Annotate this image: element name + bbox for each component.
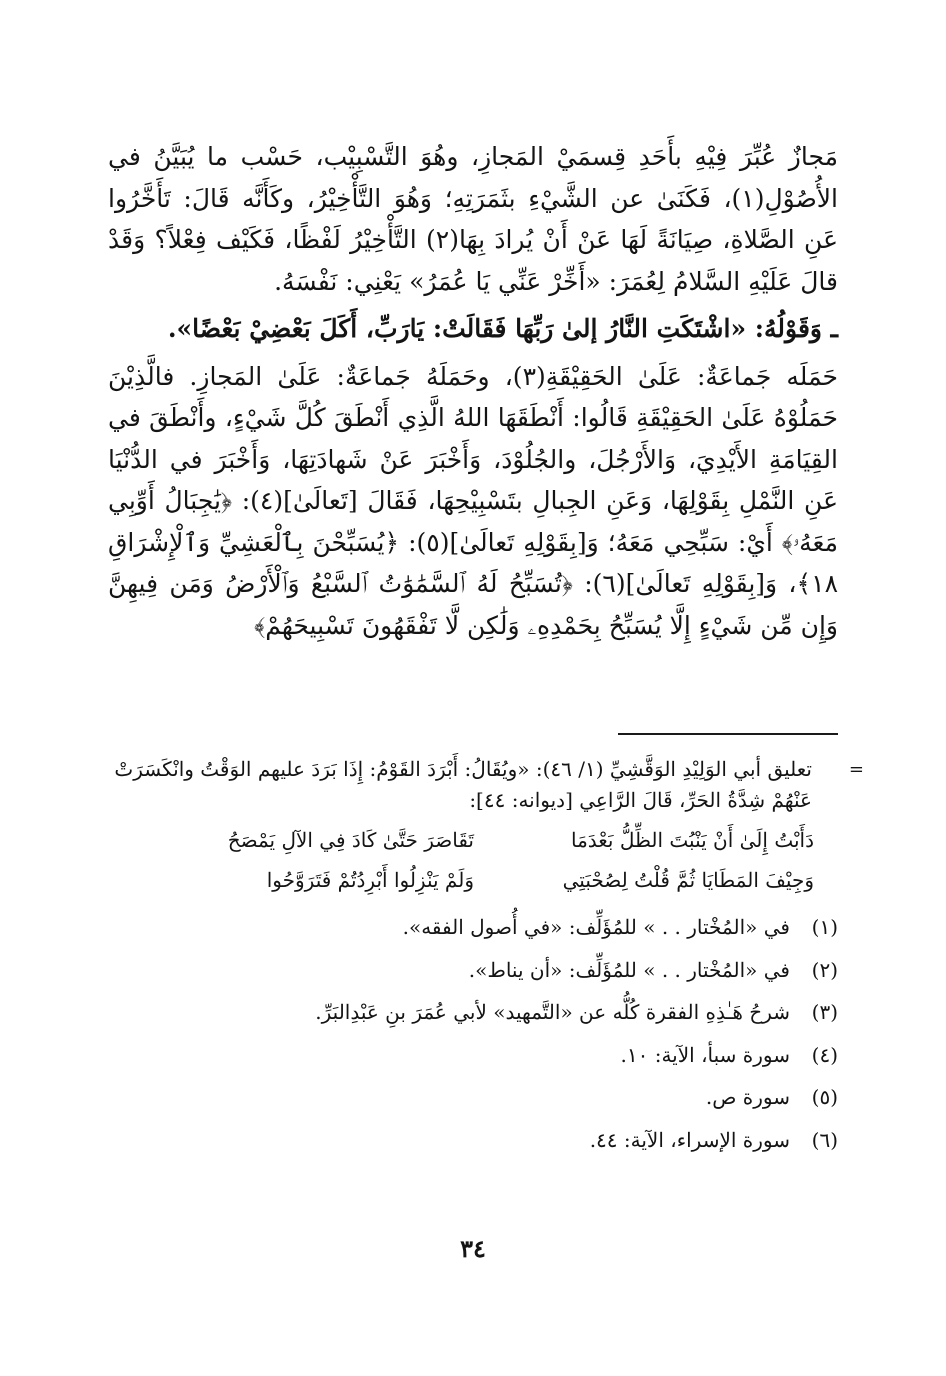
footnote-continued-text: تعليق أبي الوَلِيْدِ الوَقَّشِيِّ (١/ ٤٦): «ويُقَالُ: أَبْرَدَ القَوْمُ: إِذَا بَرَدَ عليهم الوَقْتُ وانْكَسَرَتْ عَنْهُمْ شِدَّةُ الحَرِّ، قَالَ الرَّاعِي [ديوانه: ٤٤]: <box>114 757 812 812</box>
footnote-item <box>108 1034 838 1077</box>
footnote-number: (٦) <box>811 1127 838 1152</box>
verse-second-hemistich: تَقَاصَرَ حَتَّىٰ كَادَ فِي الآلِ يَمْصَحُ <box>227 828 474 852</box>
verse-second-hemistich: وَلَمْ يَنْزِلُوا أَبْرِدُتُمْ فَتَرَوَّحُوا <box>266 868 474 892</box>
paragraph-1: مَجازٌ عُبِّرَ فِيْهِ بأَحَدِ قِسمَيْ المَجازِ، وهُوَ التَّسْبِيْب، حَسْب ما يُبَيَّنُ في الأُصُوْلِ(١)، فَكَنَىٰ عن الشَّيْءِ بثَمَرَتِهِ؛ وَهُوَ التَّأْخِيْرُ، وكَأَنَّه قَالَ: تَأَخَّرُوا عَنِ الصَّلاةِ، صِيَانَةً لَهَا عَنْ أَنْ يُرادَ بِهَا(٢) التَّأْخِيْرُ لَفْظًا، فَكَيْف فِعْلاً؟ وَقَدْ قالَ عَلَيْهِ السَّلامُ لِعُمَرَ: «أَخِّرْ عَنِّي يَا عُمَرُ» يَعْنِي: نَفْسَهُ. <box>108 142 838 296</box>
verse-first-hemistich: وَجِيْفَ المَطَايَا ثُمَّ قُلْتُ لِصُحْبَتِي <box>562 868 814 892</box>
footnote-number: (٥) <box>811 1085 838 1109</box>
continuation-marker: = <box>848 759 864 780</box>
footnote-item <box>108 991 838 1034</box>
footnote-item <box>108 1076 838 1119</box>
footnote-text: شرحُ هَـٰذِهِ الفقرة كُلُّه عن «التَّمهيد» لأبي عُمَرَ بنِ عَبْدِالبَرِّ. <box>315 1000 790 1024</box>
footnote-text: سورة الإسراء، الآية: ٤٤. <box>589 1127 790 1152</box>
main-text <box>108 136 838 646</box>
footnote-text: في «المُخْتار . . » للمُؤَلِّف: «في أُصول الفقه». <box>402 915 790 939</box>
footnote-text: سورة سبأ، الآية: ١٠. <box>620 1042 790 1067</box>
footnote-number: (٢) <box>811 957 838 982</box>
footnote-number: (٣) <box>811 1000 838 1024</box>
page-number: ٣٤ <box>460 1234 486 1263</box>
footnote-continued <box>108 754 864 816</box>
verse-first-hemistich: دَأَبْتُ إِلَىٰ أَنْ يَنْبُتَ الظِّلُّ بَعْدَمَا <box>570 828 814 852</box>
poem-verse <box>108 820 814 860</box>
hadith-heading: ـ وَقَوْلُهُ: «اشْتَكَتِ النَّارُ إلىٰ رَبِّهَا فَقَالَتْ: يَارَبِّ، أَكَلَ بَعْضِيْ بَعْضًا». <box>167 314 838 343</box>
poem <box>108 820 814 900</box>
poem-verse <box>108 860 814 900</box>
footnote-text: في «المُخْتار . . » للمُؤَلِّف: «أن يناط». <box>468 957 790 982</box>
footnote-item <box>108 949 838 992</box>
footnote-number: (٤) <box>811 1042 838 1067</box>
footnote-text: سورة ص. <box>705 1085 790 1109</box>
footnote-item <box>108 1119 838 1162</box>
footnote-number: (١) <box>811 915 838 939</box>
footnotes <box>108 754 864 1161</box>
footnote-divider <box>618 733 838 735</box>
footnote-item <box>108 906 838 949</box>
paragraph-3: حَمَلَه جَماعَةٌ: عَلَىٰ الحَقِيْقَةِ(٣)، وحَمَلَهُ جَماعَةٌ: عَلَىٰ المَجازِ. فالَّذِيْنَ حَمَلُوْهُ عَلَىٰ الحَقِيْقَةِ قَالُوا: أَنْطَقَهَا اللهُ الَّذِي أَنْطَقَ كُلَّ شَيْءٍ، وأَنْطَقَ في القِيَامَةِ الأَيْدِيَ، وَالأَرْجُلَ، والجُلُوْدَ، وَأَخْبَرَ عَنْ شَهادَتِهَا، وَأَخْبَرَ في الدُّنْيَا عَنِ النَّمْلِ بِقَوْلِهَا، وَعَنِ الجِبالِ بتَسْبِيْحِهَا، فَقَالَ [تَعالَىٰ](٤): ﴿يَٰجِبَالُ أَوِّبِي مَعَهُۥ﴾ أَيْ: سَبِّحِي مَعَهُ؛ وَ[بِقَوْلِهِ تَعالَىٰ](٥): ﴿يُسَبِّحْنَ بِٱلْعَشِيِّ وَٱلْإِشْرَاقِ ١٨﴾، وَ[بِقَوْلِهِ تَعالَىٰ](٦): ﴿تُسَبِّحُ لَهُ ٱلسَّمَٰوَٰتُ ٱلسَّبْعُ وَٱلْأَرْضُ وَمَن فِيهِنَّ وَإِن مِّن شَيْءٍ إِلَّا يُسَبِّحُ بِحَمْدِهِۦ وَلَٰكِن لَّا تَفْقَهُونَ تَسْبِيحَهُمْ﴾ <box>108 361 839 640</box>
